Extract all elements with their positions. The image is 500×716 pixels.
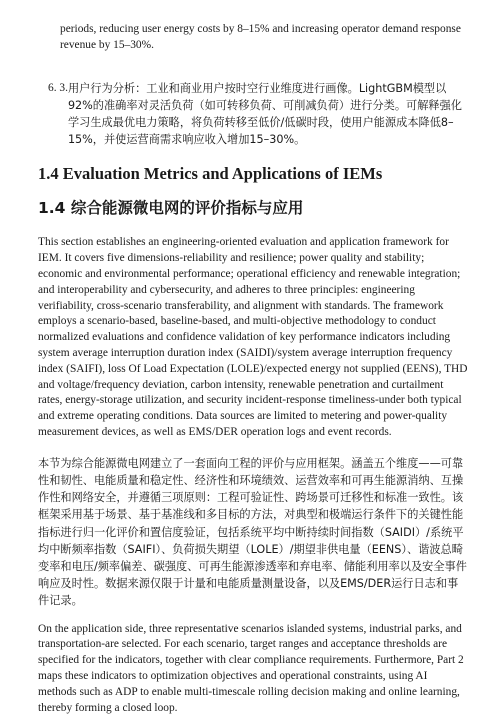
document-page — [38, 0, 468, 716]
section-heading-en: 1.4 Evaluation Metrics and Applications of IEMs — [38, 164, 383, 184]
body-paragraph-en-1: This section establishes an engineering-oriented evaluation and application framework for IEM. It covers five dimensions-reliability and resilience; power quality and stability; economic and environmental performance; operational efficiency and renewable integration; and interoperability and cybersecurity, and adheres to three principles: engineering verifiability, cross-scenario transferability, and alignment with standards. The framework employs a scenario-based, baseline-based, and multi-objective methodology to conduct normalized evaluations and confidence validation of key performance indicators including system average interruption duration index (SAIDI)/system average interruption frequency index (SAIFI), loss Of Load Expectation (LOLE)/expected energy not supplied (EENS), THD and voltage/frequency deviation, carbon intensity, renewable penetration and curtailment rates, energy-storage utilization, and security incident-response timeliness-under both typical and extreme operating conditions. Data sources are limited to metering and power-quality measurement devices, as well as EMS/DER operation logs and event records. — [38, 236, 468, 438]
list-item-text: 用户行为分析：工业和商业用户按时空行业维度进行画像。LightGBM模型以92%的准确率对灵活负荷（如可转移负荷、可削减负荷）进行分类。可解释强化学习生成最优电力策略，将负荷转移至低价/低碳时段，使用户能源成本降低8–15%，并使运营商需求响应收入增加15–30%。 — [67, 81, 462, 147]
section-heading-zh: 1.4 综合能源微电网的评价指标与应用 — [38, 199, 304, 218]
list-item — [38, 80, 468, 149]
continuation-paragraph: periods, reducing user energy costs by 8–15% and increasing operator demand response revenue by 15–30%. — [60, 23, 461, 51]
body-paragraph-en-2: On the application side, three representative scenarios islanded systems, industrial parks, and transportation-are selected. For each scenario, target ranges and acceptance thresholds are specified for the indicators, together with clear compliance requirements. Furthermore, Part 2 maps these indicators to optimization objectives and operational constraints, using AI methods such as ADP to enable multi-timescale rolling decision making and online learning, thereby forming a closed loop. — [38, 622, 464, 714]
body-paragraph-zh: 本节为综合能源微电网建立了一套面向工程的评价与应用框架。涵盖五个维度——可靠性和韧性、电能质量和稳定性、经济性和环境绩效、运营效率和可再生能源消纳、互操作性和网络安全，并遵循三项原则：工程可验证性、跨场景可迁移性和标准一致性。该框架采用基于场景、基于基准线和多目标的方法，对典型和极端运行条件下的关键性能指标进行归一化评价和置信度验证，包括系统平均中断持续时间指数（SAIDI）/系统平均中断频率指数（SAIFI）、负荷损失期望（LOLE）/期望非供电量（EENS）、谐波总畸变率和电压/频率偏差、碳强度、可再生能源渗透率和弃电率、储能利用率以及安全事件响应及时性。数据来源仅限于计量和电能质量测量设备，以及EMS/DER运行日志和事件记录。 — [38, 456, 467, 608]
list-item-number: 6. 3. — [48, 81, 68, 94]
